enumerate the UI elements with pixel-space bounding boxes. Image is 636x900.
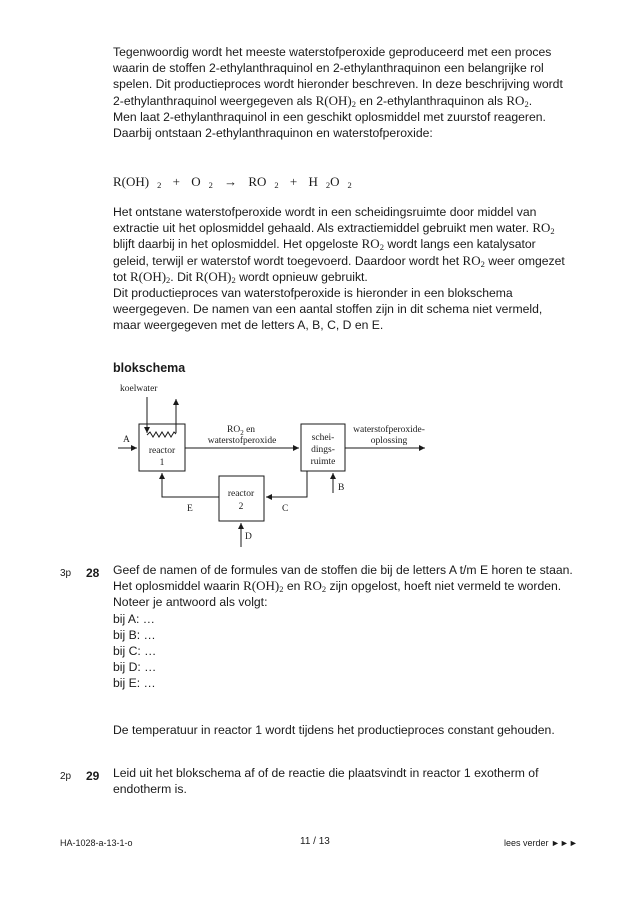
stream-h2o2-label: waterstofperoxide bbox=[207, 436, 277, 446]
formula-ro2: $RO_2$ bbox=[506, 92, 529, 109]
q28-number: 28 bbox=[86, 566, 100, 580]
product-label-2: oplossing bbox=[370, 436, 408, 446]
page-number: 11 / 13 bbox=[300, 836, 330, 847]
intro-text-3: Men laat 2-ethylanthraquinol in een geschikt oplosmiddel met zuurstof reageren. Daarbij ontstaan 2-ethylanthraquinon en waterstofperoxide: bbox=[113, 109, 546, 141]
letter-b: B bbox=[338, 483, 345, 493]
scheiding-label-1: schei- bbox=[311, 433, 335, 443]
letter-a: A bbox=[123, 435, 130, 445]
letter-c: C bbox=[282, 504, 289, 514]
temperature-note: De temperatuur in reactor 1 wordt tijdens het productieproces constant gehouden. bbox=[113, 723, 555, 737]
lees-verder: lees verder ►►► bbox=[504, 838, 578, 848]
reactor-1-label: reactor bbox=[148, 446, 176, 456]
blokschema-heading: blokschema bbox=[113, 361, 186, 375]
process-paragraph: Het ontstane waterstofperoxide wordt in een scheidingsruimte door middel van extractie uit het oplosmiddel gehaald. Als extractiemiddel gebruikt men water. $RO_2$ blijft daarbij in het oplosmiddel. Het opgeloste $RO_2$ wordt langs een katalysator geleid, terwijl er waterstof wordt toegevoerd. Daardoor wordt het $RO_2$ weer omgezet tot $R(OH)_2$. Dit $R(OH)_2$ wordt opnieuw gebruikt. Dit productieproces van waterstofperoxide is hieronder in een blokschema weergegeven. De namen van een aantal stoffen zijn in dit schema niet vermeld, maar weergegeven met de letters A, B, C, D en E. bbox=[113, 205, 565, 333]
reactor-2-number: 2 bbox=[238, 502, 244, 512]
stream-e-arrow bbox=[162, 473, 219, 497]
answer-line-c: bij C: … bbox=[113, 644, 157, 659]
footer-code: HA-1028-a-13-1-o bbox=[60, 838, 133, 848]
reactor-1-number: 1 bbox=[159, 458, 165, 468]
answer-line-b: bij B: … bbox=[113, 627, 156, 642]
answer-line-d: bij D: … bbox=[113, 660, 157, 675]
answer-line-a: bij A: … bbox=[113, 611, 155, 626]
q29-points: 2p bbox=[60, 771, 72, 782]
schema-intro-text: Dit productieproces van waterstofperoxide is hieronder in een blokschema weergegeven. De namen van een aantal stoffen zijn in dit schema niet vermeld, maar weergegeven met de letters A, B, C, D en E. bbox=[113, 286, 543, 333]
cooling-coil bbox=[147, 432, 176, 437]
intro-paragraph: Tegenwoordig wordt het meeste waterstofperoxide geproduceerd met een proces waarin de stoffen 2-ethylanthraquinol en 2-ethylanthraquinon een belangrijke rol spelen. Dit productieproces wordt hieronder beschreven. In deze beschrijving wordt 2-ethylanthraquinol weergegeven als $R(OH)_2$ en 2-ethylanthraquinon als $RO_2$. Men laat 2-ethylanthraquinol in een geschikt oplosmiddel met zuurstof reageren. Daarbij ontstaan 2-ethylanthraquinon en waterstofperoxide: bbox=[113, 45, 563, 141]
reaction-equation: R(OH) $_2$ + O $_2$ → RO $_2$ + H $_2$O $_2$ bbox=[113, 174, 352, 190]
koelwater-label: koelwater bbox=[120, 384, 158, 394]
stream-c-arrow bbox=[266, 471, 307, 497]
product-label-1: waterstofperoxide- bbox=[353, 425, 425, 435]
scheiding-label-3: ruimte bbox=[310, 457, 336, 467]
block-diagram bbox=[0, 375, 636, 550]
reaction-arrow: → bbox=[224, 174, 238, 189]
letter-d: D bbox=[245, 532, 252, 542]
answer-line-e: bij E: … bbox=[113, 676, 156, 691]
intro-text-1: Tegenwoordig wordt het meeste waterstofperoxide geproduceerd met een proces waarin de stoffen 2-ethylanthraquinol en 2-ethylanthraquinon een belangrijke rol spelen. Dit productieproces wordt hieronder beschreven. In deze beschrijving wordt 2-ethylanthraquinol weergegeven als bbox=[113, 45, 563, 108]
q29-number: 29 bbox=[86, 769, 100, 783]
q29-text: Leid uit het blokschema af of de reactie die plaatsvindt in reactor 1 exotherm of endotherm is. bbox=[113, 766, 539, 797]
q28-points: 3p bbox=[60, 568, 72, 579]
scheiding-label-2: dings- bbox=[311, 445, 335, 455]
letter-e: E bbox=[187, 504, 193, 514]
formula-roh2: $R(OH)_2$ bbox=[315, 92, 356, 109]
q28-text: Geef de namen of de formules van de stoffen die bij de letters A t/m E horen te staan. Het oplosmiddel waarin $R(OH)_2$ en $RO_2$ zijn opgelost, hoeft niet vermeld te worden. Noteer je antwoord als volgt: bij A: … bij B: … bij C: … bij D: … bij E: … bbox=[113, 563, 573, 691]
intro-text-2: en 2-ethylanthraquinon als bbox=[355, 93, 507, 108]
stream-ro2-label: $RO_2$ en bbox=[227, 425, 256, 437]
reactor-2-label: reactor bbox=[227, 489, 255, 499]
q28-instruction: Noteer je antwoord als volgt: bbox=[113, 595, 268, 610]
